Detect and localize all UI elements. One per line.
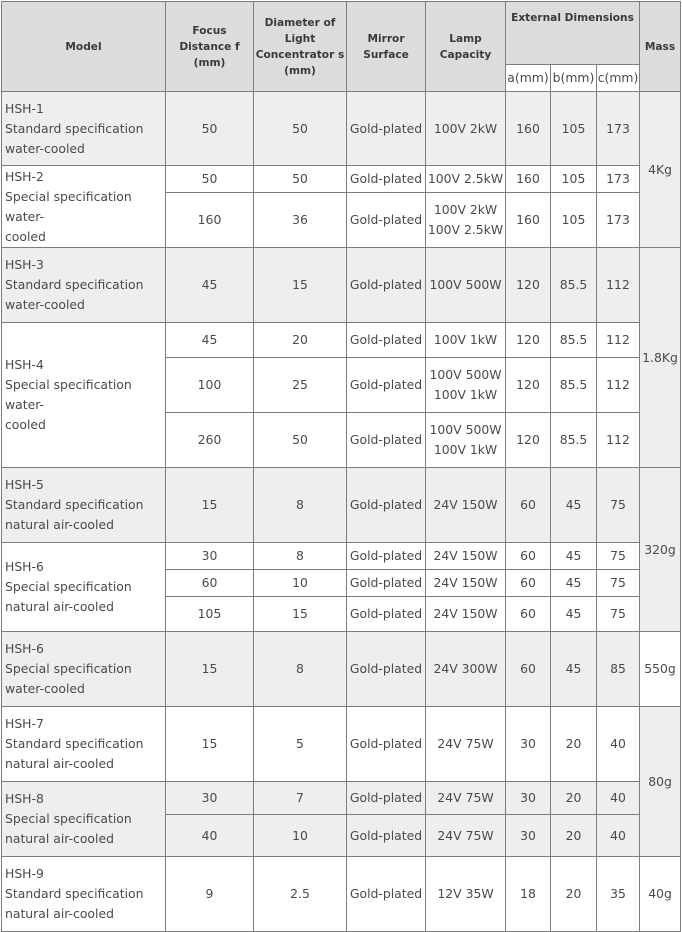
diameter-cell: 8 (254, 468, 347, 543)
dim-b-cell: 20 (551, 815, 597, 857)
diameter-cell: 5 (254, 707, 347, 782)
focus-cell: 15 (166, 468, 254, 543)
dim-b-cell: 45 (551, 543, 597, 570)
diameter-cell: 36 (254, 193, 347, 248)
mirror-cell: Gold-plated (347, 358, 426, 413)
dim-c-cell: 85 (597, 632, 640, 707)
focus-cell: 50 (166, 92, 254, 166)
diameter-cell: 25 (254, 358, 347, 413)
diameter-cell: 8 (254, 632, 347, 707)
table-row (2, 782, 681, 815)
table-row (2, 707, 681, 782)
lamp-cell: 24V 75W (426, 707, 506, 782)
dim-c-cell: 75 (597, 597, 640, 632)
diameter-cell: 8 (254, 543, 347, 570)
lamp-cell: 100V 2kW (426, 92, 506, 166)
header-focus-distance: Focus Distance f (mm) (166, 2, 254, 92)
mass-cell: 80g (640, 707, 681, 857)
diameter-cell: 20 (254, 323, 347, 358)
focus-cell: 9 (166, 857, 254, 932)
focus-cell: 260 (166, 413, 254, 468)
dim-b-cell: 45 (551, 570, 597, 597)
dim-b-cell: 45 (551, 597, 597, 632)
focus-cell: 160 (166, 193, 254, 248)
dim-a-cell: 60 (506, 543, 551, 570)
model-cell: HSH-8 Special specification natural air-cooled (2, 782, 166, 857)
dim-b-cell: 105 (551, 166, 597, 193)
focus-cell: 45 (166, 248, 254, 323)
lamp-cell: 12V 35W (426, 857, 506, 932)
lamp-cell: 24V 75W (426, 782, 506, 815)
mirror-cell: Gold-plated (347, 782, 426, 815)
mass-cell: 4Kg (640, 92, 681, 248)
mirror-cell: Gold-plated (347, 166, 426, 193)
lamp-cell: 24V 150W (426, 570, 506, 597)
mass-cell: 320g (640, 468, 681, 632)
lamp-cell: 100V 500W 100V 1kW (426, 413, 506, 468)
mirror-cell: Gold-plated (347, 323, 426, 358)
model-cell: HSH-6 Special specification natural air-cooled (2, 543, 166, 632)
focus-cell: 45 (166, 323, 254, 358)
mirror-cell: Gold-plated (347, 543, 426, 570)
header-model: Model (2, 2, 166, 92)
dim-a-cell: 120 (506, 323, 551, 358)
dim-c-cell: 112 (597, 358, 640, 413)
model-cell: HSH-7 Standard specification natural air-cooled (2, 707, 166, 782)
table-row (2, 248, 681, 323)
dim-c-cell: 112 (597, 413, 640, 468)
diameter-cell: 15 (254, 248, 347, 323)
dim-a-cell: 60 (506, 632, 551, 707)
mass-cell: 40g (640, 857, 681, 932)
lamp-cell: 24V 300W (426, 632, 506, 707)
table-row (2, 92, 681, 166)
lamp-cell: 24V 150W (426, 597, 506, 632)
lamp-cell: 100V 1kW (426, 323, 506, 358)
dim-b-cell: 85.5 (551, 248, 597, 323)
dim-a-cell: 30 (506, 707, 551, 782)
diameter-cell: 15 (254, 597, 347, 632)
header-mass: Mass (640, 2, 681, 92)
mirror-cell: Gold-plated (347, 857, 426, 932)
dim-a-cell: 120 (506, 413, 551, 468)
table-row (2, 632, 681, 707)
header-dim-a: a(mm) (506, 65, 551, 92)
table-row (2, 323, 681, 358)
diameter-cell: 2.5 (254, 857, 347, 932)
model-cell: HSH-3 Standard specification water-cooled (2, 248, 166, 323)
focus-cell: 40 (166, 815, 254, 857)
dim-c-cell: 112 (597, 323, 640, 358)
dim-c-cell: 173 (597, 92, 640, 166)
dim-a-cell: 160 (506, 92, 551, 166)
dim-b-cell: 85.5 (551, 358, 597, 413)
focus-cell: 105 (166, 597, 254, 632)
table-row (2, 543, 681, 570)
lamp-cell: 100V 2.5kW (426, 166, 506, 193)
dim-c-cell: 40 (597, 815, 640, 857)
header-lamp-capacity: Lamp Capacity (426, 2, 506, 92)
dim-c-cell: 40 (597, 707, 640, 782)
mirror-cell: Gold-plated (347, 597, 426, 632)
dim-c-cell: 75 (597, 468, 640, 543)
dim-b-cell: 85.5 (551, 323, 597, 358)
diameter-cell: 50 (254, 92, 347, 166)
focus-cell: 30 (166, 782, 254, 815)
lamp-cell: 24V 150W (426, 543, 506, 570)
lamp-cell: 100V 500W (426, 248, 506, 323)
diameter-cell: 50 (254, 413, 347, 468)
table-row (2, 468, 681, 543)
dim-b-cell: 85.5 (551, 413, 597, 468)
dim-b-cell: 105 (551, 92, 597, 166)
focus-cell: 30 (166, 543, 254, 570)
lamp-cell: 24V 75W (426, 815, 506, 857)
model-cell: HSH-4 Special specification water- cooled (2, 323, 166, 468)
mirror-cell: Gold-plated (347, 468, 426, 543)
header-dim-b: b(mm) (551, 65, 597, 92)
header-dim-c: c(mm) (597, 65, 640, 92)
spec-table (1, 1, 681, 932)
dim-a-cell: 30 (506, 782, 551, 815)
mirror-cell: Gold-plated (347, 570, 426, 597)
dim-c-cell: 173 (597, 193, 640, 248)
model-cell: HSH-5 Standard specification natural air-cooled (2, 468, 166, 543)
dim-c-cell: 75 (597, 570, 640, 597)
dim-b-cell: 20 (551, 782, 597, 815)
focus-cell: 60 (166, 570, 254, 597)
dim-b-cell: 45 (551, 632, 597, 707)
focus-cell: 100 (166, 358, 254, 413)
dim-c-cell: 112 (597, 248, 640, 323)
dim-c-cell: 40 (597, 782, 640, 815)
dim-a-cell: 18 (506, 857, 551, 932)
dim-b-cell: 20 (551, 857, 597, 932)
dim-a-cell: 60 (506, 570, 551, 597)
diameter-cell: 7 (254, 782, 347, 815)
model-cell: HSH-6 Special specification water-cooled (2, 632, 166, 707)
model-cell: HSH-9 Standard specification natural air-cooled (2, 857, 166, 932)
lamp-cell: 100V 500W 100V 1kW (426, 358, 506, 413)
header-diameter: Diameter of Light Concentrator s (mm) (254, 2, 347, 92)
table-row (2, 166, 681, 193)
mirror-cell: Gold-plated (347, 632, 426, 707)
dim-a-cell: 160 (506, 193, 551, 248)
mirror-cell: Gold-plated (347, 815, 426, 857)
dim-c-cell: 75 (597, 543, 640, 570)
header-external-dimensions: External Dimensions (506, 2, 640, 65)
diameter-cell: 50 (254, 166, 347, 193)
dim-b-cell: 20 (551, 707, 597, 782)
mass-cell: 550g (640, 632, 681, 707)
dim-a-cell: 120 (506, 248, 551, 323)
model-cell: HSH-1 Standard specification water-cooled (2, 92, 166, 166)
mass-cell: 1.8Kg (640, 248, 681, 468)
mirror-cell: Gold-plated (347, 248, 426, 323)
dim-a-cell: 60 (506, 468, 551, 543)
dim-a-cell: 30 (506, 815, 551, 857)
table-row (2, 857, 681, 932)
diameter-cell: 10 (254, 815, 347, 857)
mirror-cell: Gold-plated (347, 193, 426, 248)
mirror-cell: Gold-plated (347, 92, 426, 166)
diameter-cell: 10 (254, 570, 347, 597)
dim-c-cell: 35 (597, 857, 640, 932)
dim-b-cell: 105 (551, 193, 597, 248)
focus-cell: 15 (166, 632, 254, 707)
dim-a-cell: 120 (506, 358, 551, 413)
mirror-cell: Gold-plated (347, 413, 426, 468)
header-mirror-surface: Mirror Surface (347, 2, 426, 92)
focus-cell: 50 (166, 166, 254, 193)
model-cell: HSH-2 Special specification water- cooled (2, 166, 166, 248)
mirror-cell: Gold-plated (347, 707, 426, 782)
dim-a-cell: 60 (506, 597, 551, 632)
lamp-cell: 100V 2kW 100V 2.5kW (426, 193, 506, 248)
dim-a-cell: 160 (506, 166, 551, 193)
lamp-cell: 24V 150W (426, 468, 506, 543)
dim-b-cell: 45 (551, 468, 597, 543)
dim-c-cell: 173 (597, 166, 640, 193)
focus-cell: 15 (166, 707, 254, 782)
